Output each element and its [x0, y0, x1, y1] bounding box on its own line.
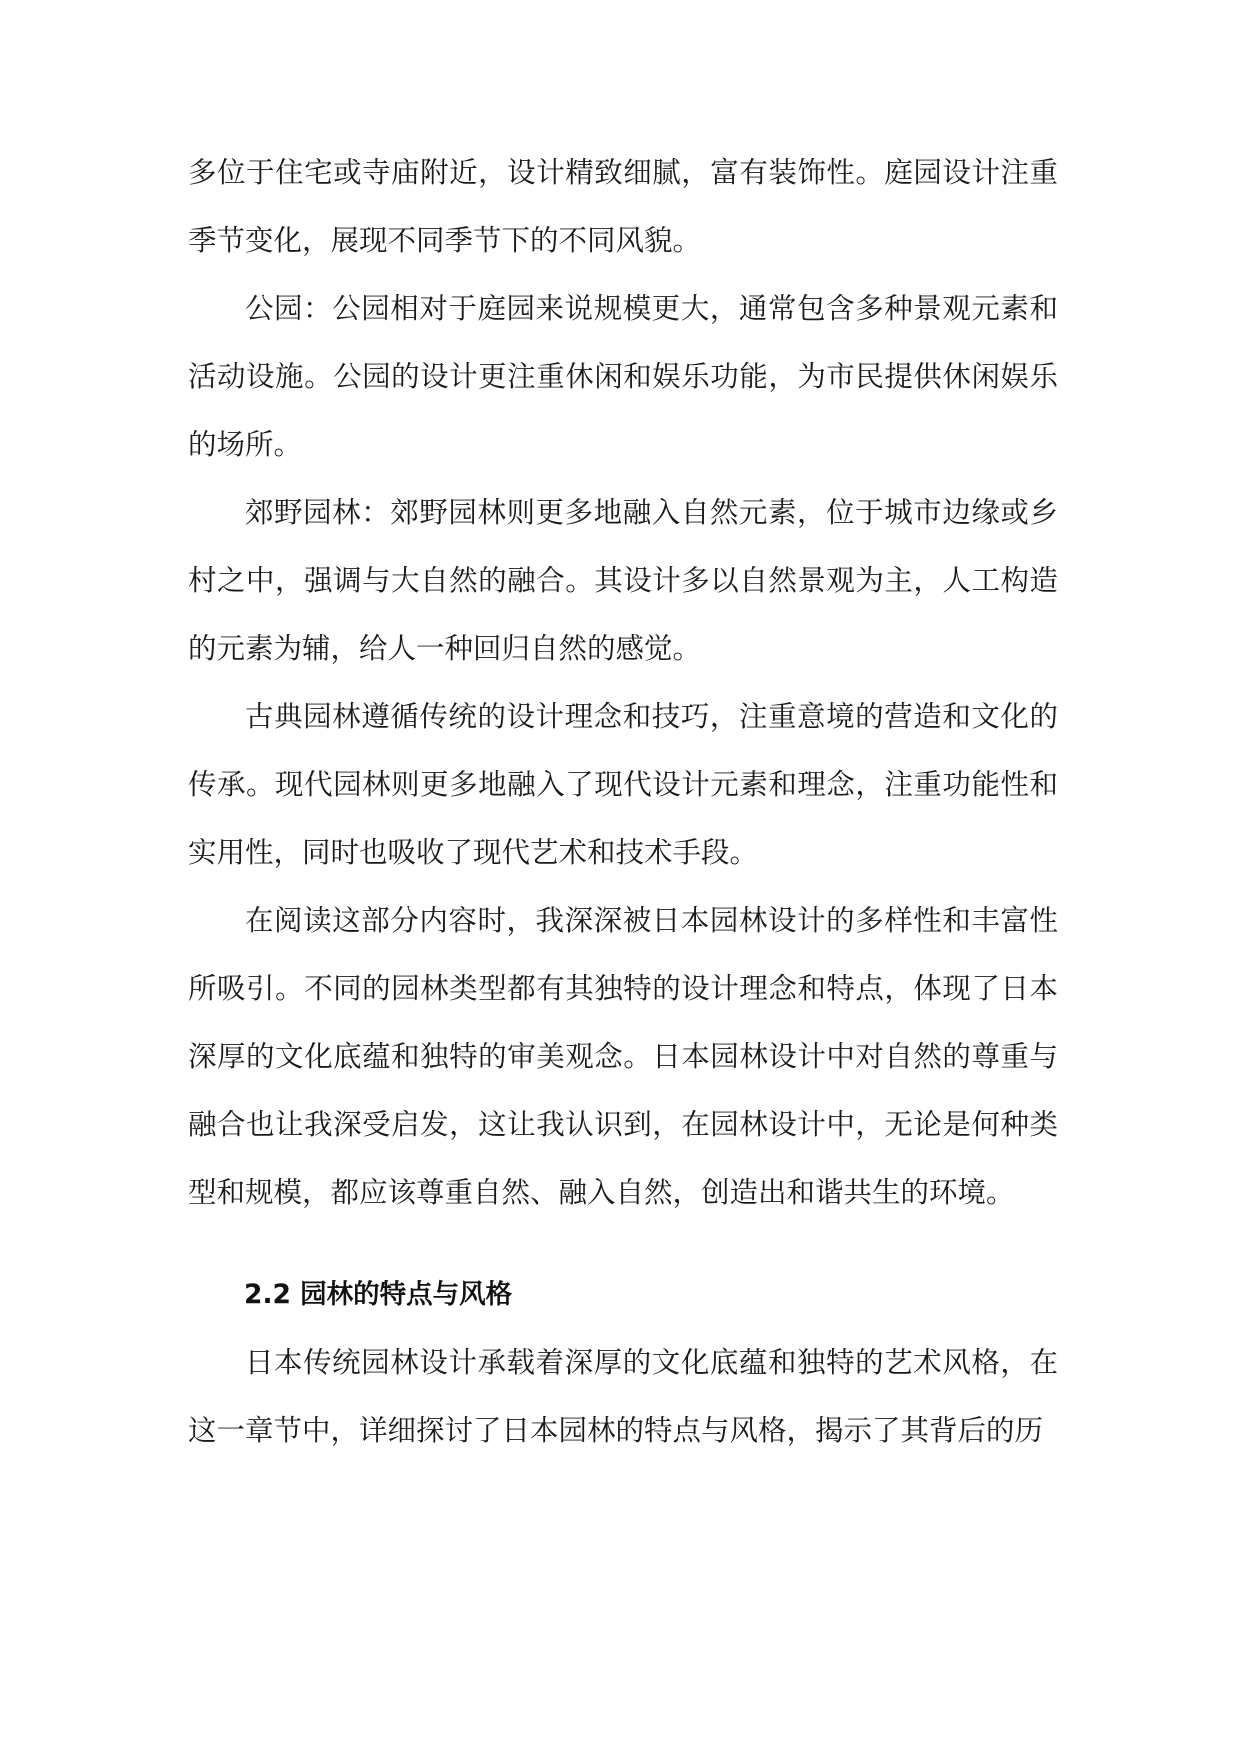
paragraph-garden-continued: 多位于住宅或寺庙附近，设计精致细腻，富有装饰性。庭园设计注重季节变化，展现不同季节下的不同风貌。 [188, 156, 1058, 257]
paragraph-features-intro: 日本传统园林设计承载着深厚的文化底蕴和独特的艺术风格，在这一章节中，详细探讨了日本园林的特点与风格，揭示了其背后的历 [188, 1346, 1058, 1447]
paragraph-suburban-garden: 郊野园林：郊野园林则更多地融入自然元素，位于城市边缘或乡村之中，强调与大自然的融合。其设计多以自然景观为主，人工构造的元素为辅，给人一种回归自然的感觉。 [188, 496, 1058, 665]
paragraph-reflection: 在阅读这部分内容时，我深深被日本园林设计的多样性和丰富性所吸引。不同的园林类型都有其独特的设计理念和特点，体现了日本深厚的文化底蕴和独特的审美观念。日本园林设计中对自然的尊重与融合也让我深受启发，这让我认识到，在园林设计中，无论是何种类型和规模，都应该尊重自然、融入自然，创造出和谐共生的环境。 [188, 904, 1058, 1209]
paragraph-park: 公园：公园相对于庭园来说规模更大，通常包含多种景观元素和活动设施。公园的设计更注重休闲和娱乐功能，为市民提供休闲娱乐的场所。 [188, 292, 1058, 461]
document-body [188, 139, 1058, 1465]
section-heading: 2.2 园林的特点与风格 [244, 1279, 513, 1310]
paragraph-classical-modern: 古典园林遵循传统的设计理念和技巧，注重意境的营造和文化的传承。现代园林则更多地融入了现代设计元素和理念，注重功能性和实用性，同时也吸收了现代艺术和技术手段。 [188, 700, 1058, 869]
